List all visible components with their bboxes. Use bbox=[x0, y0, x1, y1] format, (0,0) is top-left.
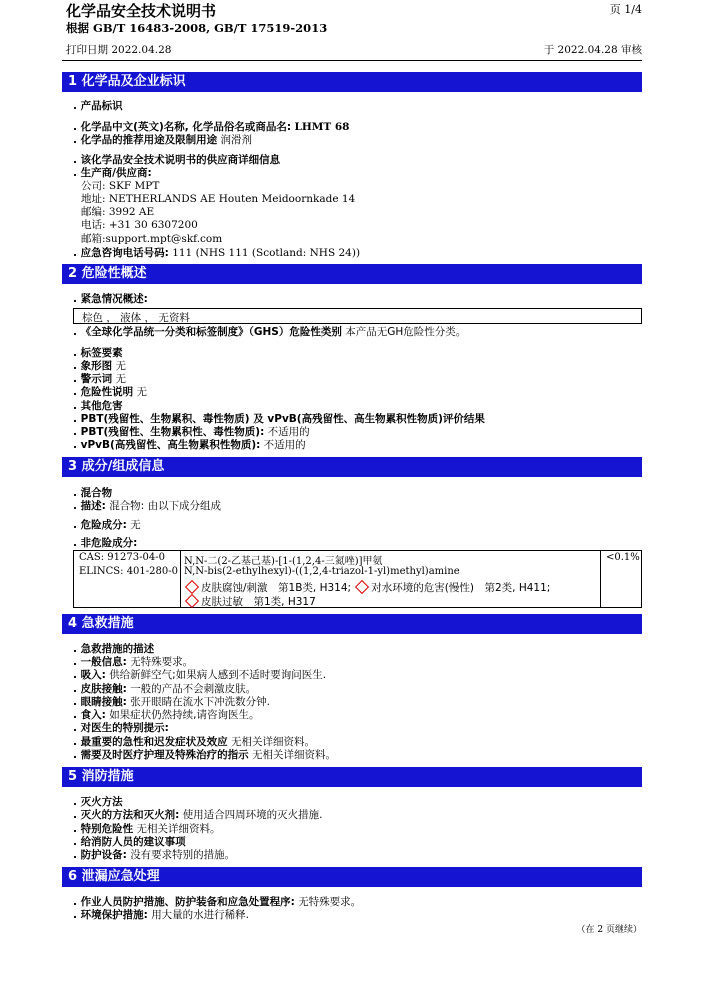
email: 邮箱:support.mpt@skf.com bbox=[81, 233, 223, 245]
section-6-heading: 6 泄漏应急处理 bbox=[62, 867, 642, 887]
component-name-en: N,N-bis(2-ethylhexyl)-((1,2,4-triazol-1-yl)methyl)amine bbox=[184, 566, 460, 577]
emergency-overview-box: 棕色 ， 液体 ， 无资料 bbox=[73, 308, 642, 324]
section-5-heading: 5 消防措施 bbox=[62, 767, 642, 787]
emergency-overview-label: . 紧急情况概述: bbox=[73, 293, 148, 305]
environment-hazard-icon bbox=[355, 580, 369, 594]
firefighter-advice-label: . 给消防人员的建议事项 bbox=[73, 836, 186, 848]
emergency-phone-line: . 应急咨询电话号码: 111 (NHS 111 (Scotland: NHS 24)) bbox=[73, 247, 361, 259]
document-title: 化学品安全技术说明书 bbox=[66, 2, 217, 20]
section-4-heading: 4 急救措施 bbox=[62, 614, 642, 634]
elincs-number: ELINCS: 401-280-0 bbox=[79, 566, 178, 577]
ghs-line: . 《全球化学品统一分类和标签制度》（GHS）危险性类别 本产品无GH危险性分类。 bbox=[73, 326, 467, 338]
general-info-line: . 一般信息: 无特殊要求。 bbox=[73, 656, 194, 668]
address: 地址: NETHERLANDS AE Houten Meidoornkade 14 bbox=[81, 193, 356, 205]
table-divider bbox=[180, 550, 181, 608]
classification-line-1: 皮肤腐蚀/刺激 第1B类, H314; 对水环境的危害(慢性) 第2类, H411; bbox=[184, 580, 550, 595]
component-name-cn: N,N-二(2-乙基己基)-[1-(1,2,4-三氮唑)]甲氨 bbox=[184, 556, 383, 567]
supplier-details-label: . 该化学品安全技术说明书的供应商详细信息 bbox=[73, 154, 281, 166]
skin-contact-line: . 皮肤接触: 一般的产品不会刺激皮肤。 bbox=[73, 683, 257, 695]
review-date: 于 2022.04.28 审核 bbox=[543, 44, 642, 56]
doctor-notes-label: . 对医生的特别提示: bbox=[73, 722, 169, 734]
first-aid-desc: . 急救措施的描述 bbox=[73, 643, 155, 655]
exclamation-hazard-icon bbox=[185, 594, 199, 608]
protective-equipment-line: . 防护设备: 没有要求特别的措施。 bbox=[73, 849, 236, 861]
symptoms-line: . 最重要的急性和迟发症状及效应 无相关详细资料。 bbox=[73, 736, 315, 748]
label-elements: . 标签要素 bbox=[73, 347, 123, 359]
phone: 电话: +31 30 6307200 bbox=[81, 219, 198, 231]
treatment-line: . 需要及时医疗护理及特殊治疗的指示 无相关详细资料。 bbox=[73, 749, 336, 761]
section-3-heading: 3 成分/组成信息 bbox=[62, 457, 642, 477]
nonhazardous-label: . 非危险成分: bbox=[73, 537, 138, 549]
section-2-heading: 2 危险性概述 bbox=[62, 264, 642, 284]
concentration: <0.1% bbox=[606, 552, 640, 563]
product-name-line: . 化学品中文(英文)名称, 化学品俗名或商品名: LHMT 68 bbox=[73, 121, 350, 133]
hazard-statement-line: . 危险性说明 无 bbox=[73, 386, 147, 398]
header-divider bbox=[62, 60, 642, 61]
company: 公司: SKF MPT bbox=[81, 180, 160, 192]
product-id-label: . 产品标识 bbox=[73, 100, 123, 112]
product-use-line: . 化学品的推荐用途及限制用途 润滑剂 bbox=[73, 134, 252, 146]
pictogram-line: . 象形图 无 bbox=[73, 360, 126, 372]
other-hazards: . 其他危害 bbox=[73, 400, 123, 412]
corrosion-hazard-icon bbox=[185, 580, 199, 594]
maker-label: . 生产商/供应商: bbox=[73, 167, 152, 179]
pbt-line: . PBT(残留性、生物累积性、毒性物质): 不适用的 bbox=[73, 426, 310, 438]
postcode: 邮编: 3992 AE bbox=[81, 206, 155, 218]
signal-word-line: . 警示词 无 bbox=[73, 373, 126, 385]
pbt-title: . PBT(残留性、生物累积、毒性物质) 及 vPvB(高残留性、高生物累积性物质)评价结果 bbox=[73, 413, 485, 425]
environmental-precautions-line: . 环境保护措施: 用大量的水进行稀释. bbox=[73, 909, 250, 921]
classification-line-2: 皮肤过敏 第1类, H317 bbox=[184, 594, 316, 609]
hazardous-components-line: . 危险成分: 无 bbox=[73, 519, 141, 531]
page-number: 页 1/4 bbox=[609, 3, 642, 16]
special-hazards-line: . 特别危险性 无相关详细资料。 bbox=[73, 823, 221, 835]
vpvb-line: . vPvB(高残留性、高生物累积性物质): 不适用的 bbox=[73, 439, 306, 451]
inhalation-line: . 吸入: 供给新鲜空气;如果病人感到不适时要询问医生. bbox=[73, 669, 327, 681]
mixture-label: . 混合物 bbox=[73, 487, 113, 499]
section-1-heading: 1 化学品及企业标识 bbox=[62, 72, 642, 92]
personal-precautions-line: . 作业人员防护措施、防护装备和应急处置程序: 无特殊要求。 bbox=[73, 896, 362, 908]
continued-note: （在 2 页继续） bbox=[576, 925, 642, 935]
ingestion-line: . 食入: 如果症状仍然持续,请咨询医生。 bbox=[73, 709, 260, 721]
extinguish-method-label: . 灭火方法 bbox=[73, 796, 123, 808]
standard-basis: 根据 GB/T 16483-2008, GB/T 17519-2013 bbox=[66, 21, 328, 35]
description-line: . 描述: 混合物: 由以下成分组成 bbox=[73, 500, 222, 512]
eye-contact-line: . 眼睛接触: 张开眼睛在流水下冲洗数分钟. bbox=[73, 696, 271, 708]
cas-number: CAS: 91273-04-0 bbox=[79, 552, 165, 563]
extinguish-agents-line: . 灭火的方法和灭火剂: 使用适合四周环境的灭火措施. bbox=[73, 809, 323, 821]
print-date: 打印日期 2022.04.28 bbox=[66, 44, 172, 56]
table-divider bbox=[600, 550, 601, 608]
product-name-value: LHMT 68 bbox=[294, 121, 350, 133]
